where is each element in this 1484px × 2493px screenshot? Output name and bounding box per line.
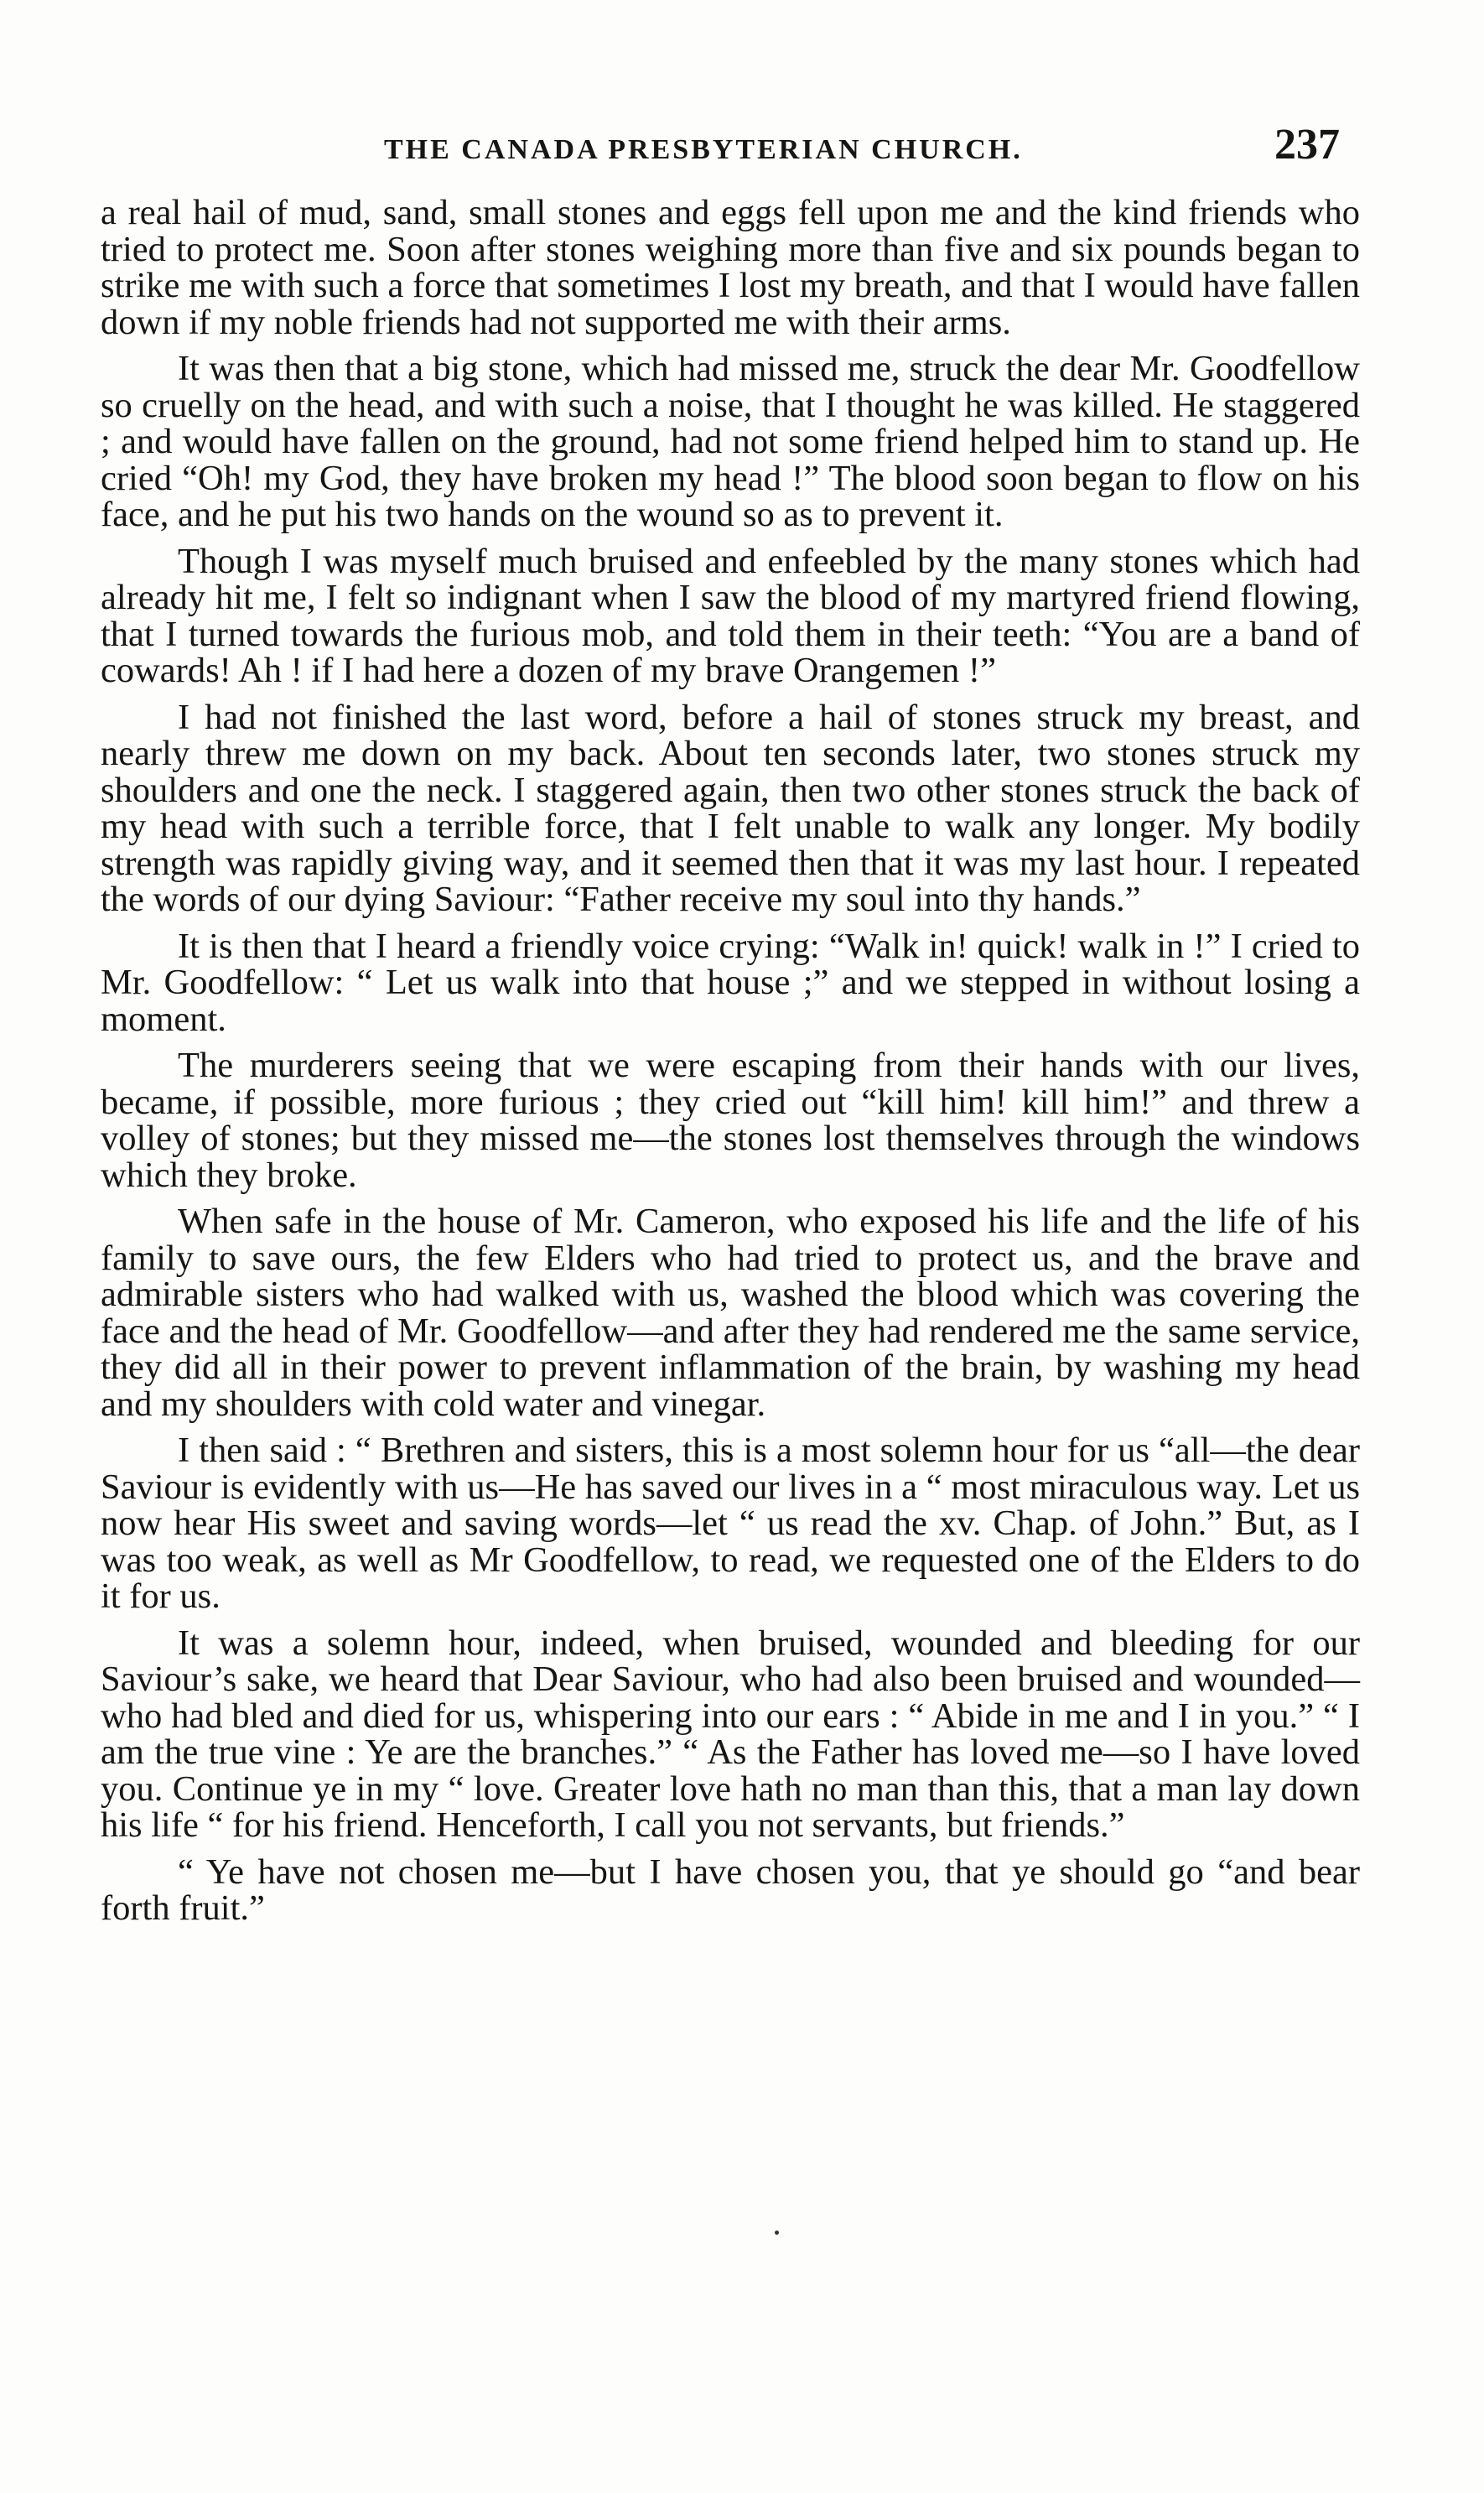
running-title: THE CANADA PRESBYTERIAN CHURCH. xyxy=(384,134,1023,165)
page-header xyxy=(0,0,1484,201)
paragraph: I then said : “ Brethren and sisters, this is a most solemn hour for us “all—the dear Saviour is evidently with us—He has saved our lives in a “ most miraculous way. Let us now hear His sweet and saving words—let “ us read the xv. Chap. of John.” But, as I was too weak, as well as Mr Goodfellow, to read, we requested one of the Elders to do it for us. xyxy=(101,1431,1360,1616)
paragraph: It was then that a big stone, which had missed me, struck the dear Mr. Goodfellow so cruelly on the head, and with such a noise, that I thought he was killed. He staggered ; and would have fallen on the ground, had not some friend helped him to stand up. He cried “Oh! my God, they have broken my head !” The blood soon began to flow on his face, and he put his two hands on the wound so as to prevent it. xyxy=(101,349,1360,534)
paragraph: “ Ye have not chosen me—but I have chosen you, that ye should go “and bear forth fruit.” xyxy=(101,1852,1360,1928)
body-text xyxy=(101,195,1360,1937)
paragraph: It is then that I heard a friendly voice crying: “Walk in! quick! walk in !” I cried to Mr. Goodfellow: “ Let us walk into that house ;” and we stepped in without losing a moment. xyxy=(101,926,1360,1039)
paragraph: Though I was myself much bruised and enfeebled by the many stones which had already hit me, I felt so indignant when I saw the blood of my martyred friend flowing, that I turned towards the furious mob, and told them in their teeth: “You are a band of cowards! Ah ! if I had here a dozen of my brave Orangemen !” xyxy=(101,541,1360,690)
ink-speck xyxy=(775,2231,779,2235)
paragraph: The murderers seeing that we were escaping from their hands with our lives, became, if possible, more furious ; they cried out “kill him! kill him!” and threw a volley of stones; but they missed me—the stones lost themselves through the windows which they broke. xyxy=(101,1046,1360,1195)
paragraph: I had not finished the last word, before a hail of stones struck my breast, and nearly threw me down on my back. About ten seconds later, two stones struck my shoulders and one the neck. I staggered again, then two other stones struck the back of my head with such a terrible force, that I felt unable to walk any longer. My bodily strength was rapidly giving way, and it seemed then that it was my last hour. I repeated the words of our dying Saviour: “Father receive my soul into thy hands.” xyxy=(101,697,1360,919)
paragraph: a real hail of mud, sand, small stones and eggs fell upon me and the kind friends who tried to protect me. Soon after stones weighing more than five and six pounds began to strike me with such a force that sometimes I lost my breath, and that I would have fallen down if my noble friends had not supported me with their arms. xyxy=(101,193,1360,342)
paragraph: It was a solemn hour, indeed, when bruised, wounded and bleeding for our Saviour’s sake, we heard that Dear Saviour, who had also been bruised and wounded—who had bled and died for us, whispering into our ears : “ Abide in me and I in you.” “ I am the true vine : Ye are the branches.” “ As the Father has loved me—so I have loved you. Continue ye in my “ love. Greater love hath no man than this, that a man lay down his life “ for his friend. Henceforth, I call you not servants, but friends.” xyxy=(101,1623,1360,1845)
page-number: 237 xyxy=(1274,121,1340,169)
paragraph: When safe in the house of Mr. Cameron, who exposed his life and the life of his family to save ours, the few Elders who had tried to protect us, and the brave and admirable sisters who had walked with us, washed the blood which was covering the face and the head of Mr. Goodfellow—and after they had rendered me the same service, they did all in their power to prevent inflammation of the brain, by washing my head and my shoulders with cold water and vinegar. xyxy=(101,1202,1360,1424)
